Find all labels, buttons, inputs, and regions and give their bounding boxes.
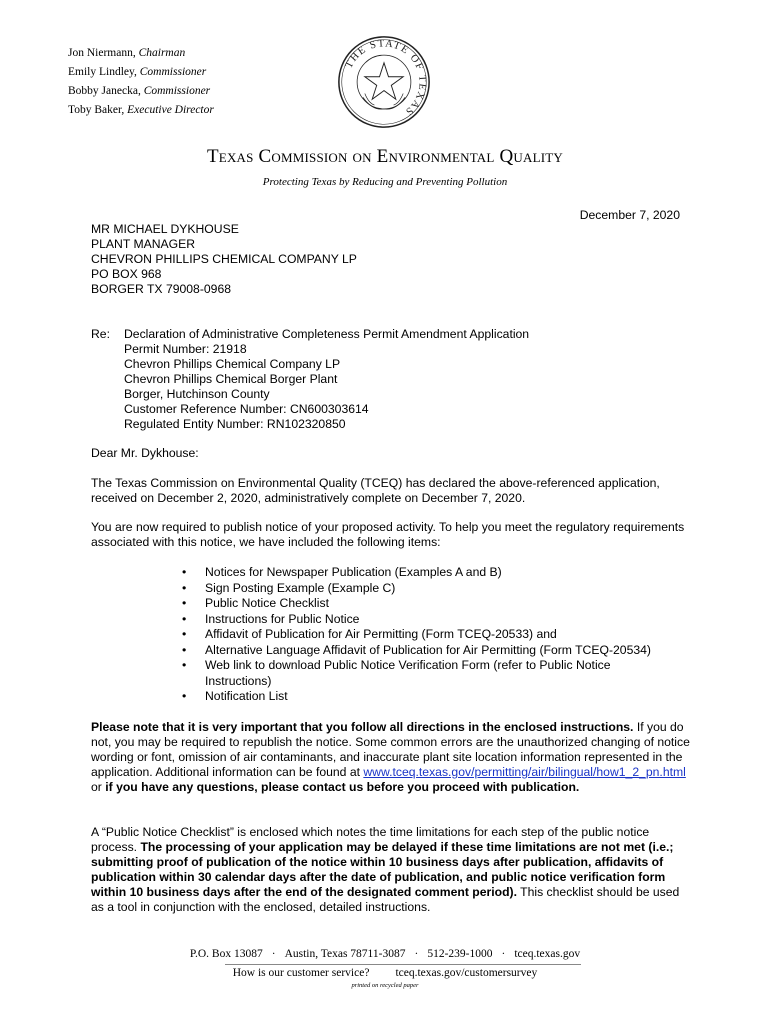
re-line: Customer Reference Number: CN600303614 [124,402,369,416]
list-item: • Notices for Newspaper Publication (Examples A and B) [182,565,502,579]
re-line: Chevron Phillips Chemical Company LP [124,357,341,371]
list-item: • Web link to download Public Notice Verification Form (refer to Public Notice Instructions) [182,658,611,688]
salutation: Dear Mr. Dykhouse: [91,446,199,460]
footer-divider [225,964,581,965]
recycled-note: printed on recycled paper [351,982,419,989]
enclosed-items-list [180,565,680,705]
survey-link: tceq.texas.gov/customersurvey [395,967,538,979]
list-item: • Public Notice Checklist [182,596,329,610]
bullet-icon: • [182,689,187,703]
official-chairman: Jon Niermann, Chairman [68,47,186,59]
official-commissioner-2: Bobby Janecka, Commissioner [68,85,211,97]
footer-contact: P.O. Box 13087 · Austin, Texas 78711-3087 · 512-239-1000 · tceq.texas.gov [189,948,581,960]
address-line: MR MICHAEL DYKHOUSE [91,222,239,236]
bilingual-info-link[interactable]: www.tceq.texas.gov/permitting/air/bilingual/how1_2_pn.html [363,765,686,779]
bullet-icon: • [182,580,187,595]
paragraph-instructions-note: Please note that it is very important that you follow all directions in the enclosed instructions. If you do not, you may be required to republish the notice. Some common errors are the unauthorized changing of notice wording or font, omission of air contaminants, and inaccurate plant site location information represented in the application. Additional information can be found at www.tceq.texas.gov/permitting/air/bilingual/how1_2_pn.html or if you have any questions, please contact us before you proceed with publication. [91,720,690,794]
bullet-icon: • [182,658,187,672]
re-line: Regulated Entity Number: RN102320850 [124,417,346,431]
re-line: Declaration of Administrative Completeness Permit Amendment Application [124,327,530,341]
paragraph-checklist: A “Public Notice Checklist” is enclosed which notes the time limitations for each step of the public notice process. The processing of your application may be delayed if these time limitations are not met (i.e.; submitting proof of publication of the notice within 10 business days after publication, affidavits of publication within 30 calendar days after the date of publication, and public notice verification form within 10 business days after the end of the designated comment period). This checklist should be used as a tool in conjunction with the enclosed, detailed instructions. [91,825,680,914]
re-block [91,327,691,432]
official-executive-director: Toby Baker, Executive Director [68,104,214,116]
paragraph-notice-requirement: You are now required to publish notice of your proposed activity. To help you meet the regulatory requirements associated with this notice, we have included the following items: [91,520,685,549]
officials-list [68,44,214,120]
texas-seal-icon [336,34,432,130]
re-lines [124,327,529,432]
seal-text: THE STATE OF TEXAS [343,38,428,118]
list-item: • Notification List [182,689,288,703]
re-label: Re: [91,327,110,341]
address-line: CHEVRON PHILLIPS CHEMICAL COMPANY LP [91,252,357,266]
recipient-address [91,222,691,297]
re-line: Chevron Phillips Chemical Borger Plant [124,372,338,386]
agency-name: Texas Commission on Environmental Quality [206,146,563,167]
official-commissioner-1: Emily Lindley, Commissioner [68,66,207,78]
address-line: PLANT MANAGER [91,237,196,251]
re-line: Permit Number: 21918 [124,342,247,356]
footer-website: tceq.texas.gov [514,948,581,960]
bullet-icon: • [182,611,187,626]
bullet-icon: • [182,596,187,610]
bullet-icon: • [182,565,187,579]
footer-survey: How is our customer service? tceq.texas.gov/customersurvey [232,967,538,979]
list-item: • Alternative Language Affidavit of Publication for Air Permitting (Form TCEQ-20534) [182,642,651,657]
list-item: • Affidavit of Publication for Air Permitting (Form TCEQ-20533) and [182,627,557,641]
agency-tagline: Protecting Texas by Reducing and Preventing Pollution [262,176,508,188]
list-item: • Instructions for Public Notice [182,611,360,626]
paragraph-declaration: The Texas Commission on Environmental Quality (TCEQ) has declared the above-referenced application, received on December 2, 2020, administratively complete on December 7, 2020. [91,476,660,505]
address-line: PO BOX 968 [91,267,162,281]
list-item: • Sign Posting Example (Example C) [182,580,396,595]
bullet-icon: • [182,627,187,641]
address-line: BORGER TX 79008-0968 [91,282,232,296]
re-line: Borger, Hutchinson County [124,387,270,401]
bullet-icon: • [182,642,187,657]
letter-date: December 7, 2020 [579,208,680,222]
